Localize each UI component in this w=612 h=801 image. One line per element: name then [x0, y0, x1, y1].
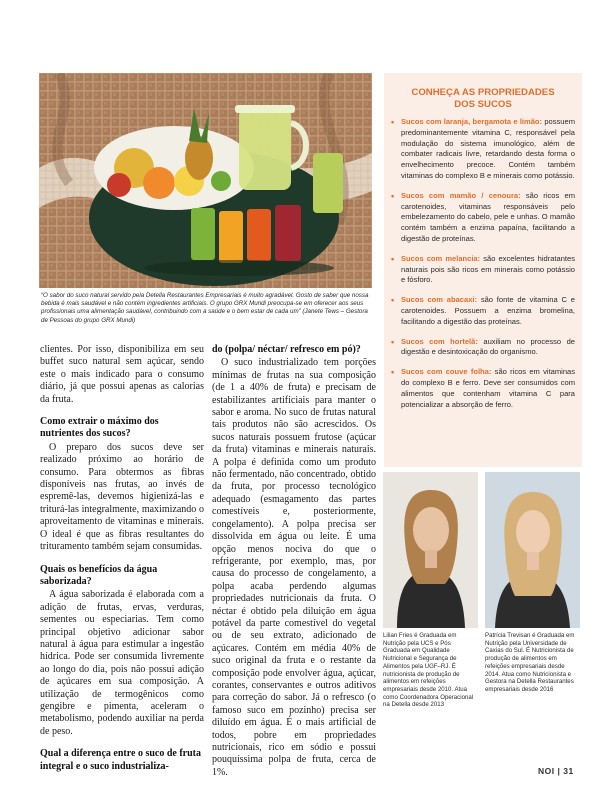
item-label: Sucos com mamão / cenoura:	[401, 190, 521, 200]
subheading: Como extrair o máximo dos nutrientes dos sucos?	[40, 416, 159, 440]
item-text: são ricos em carotenoides, vitaminas responsáveis pelo embelezamento do cabelo, pele e unhas. O mamão contém também a enzima papaína, facilitando a digestão de proteínas.	[401, 190, 575, 243]
article-column-2	[212, 344, 376, 779]
juice-photo	[39, 73, 372, 288]
subheading: Quais os benefícios da água saborizada?	[40, 563, 158, 587]
portrait-lilian	[383, 472, 478, 628]
bio-patricia: Patrícia Trevisan é Graduada em Nutrição pela Universidade de Caxias do Sul. É Nutricionista de produção de alimentos em refeições empresariais desde 2014. Atua como Nutricionista e Gestora na Detella Restaurantes empresariais desde 2016	[485, 632, 575, 693]
item-label: Sucos com couve folha:	[401, 367, 492, 377]
item-text: possuem predominantemente vitamina C, responsável pela modulação do sistema imunológico, além de combater radicais livre, retardando desta forma o envelhecimento precoce. Contém também vitaminas do complexo B e minerais como potássio.	[401, 117, 575, 180]
sidebar-title	[384, 87, 582, 110]
bio-lilian: Lilian Fries é Graduada em Nutrição pela UCS e Pós Graduada em Qualidade Nutricional e Segurança de Alimentos pela UGF–RJ. É nutricionista de produção de alimentos em refeições empresariais desde 2010. Atua como Coordenadora Operacional na Detella desde 2013	[383, 632, 474, 709]
paragraph: O suco industrializado tem porções mínimas de frutas na sua composição (de 1 a 40% de fruta) e precisam de estabilizantes artificiais para manter o sabor e aroma. No suco de frutas natural tais produtos não são acrescidos. Os sucos naturais possuem frutose (açúcar da fruta) vitaminas e minerais naturais. A polpa é definida como um produto não fermentado, não concentrado, obtido da fruta, por processo tecnológico adequado (esmagamento das partes comestíveis e, posteriormente, congelamento). A polpa precisa ser dissolvida em água ou leite. É uma opção menos nociva do que o refrigerante, por exemplo, mas, por causa do processo de congelamento, a polpa acaba perdendo algumas propriedades nutricionais da fruta. O néctar é obtido pela diluição em água potável da parte comestível do vegetal ou de seu extrato, adicionado de açúcares. Contém em média 40% de suco original da fruta e o restante da composição pode envolver água, açúcar, corantes, conservantes e outros aditivos para correção do sabor. Já o refresco (o famoso suco em pozinho) precisa ser diluído em água. É o mais artificial de todos, pobre em propriedades nutricionais, rico em sódio e possui pouquíssima polpa de fruta, cerca de 1%.	[212, 357, 376, 778]
bullet-icon: •	[391, 295, 395, 306]
item-text: são excelentes hidratantes naturais pois são ricos em minerais como potássio e fósforo.	[401, 253, 575, 285]
list-item	[391, 117, 575, 182]
portrait-patricia	[485, 472, 580, 628]
bullet-icon: •	[391, 367, 395, 378]
page-number: NOI | 31	[538, 766, 574, 776]
list-item	[391, 191, 575, 245]
subheading-continued: do (polpa/ néctar/ refresco em pó)?	[212, 344, 361, 355]
article-column-1	[40, 344, 204, 774]
item-text: são ricos em vitaminas do complexo B e ferro. Deve ser consumidos com alimentos que contenham vitamina C para potencializar a absorção de ferro.	[401, 367, 575, 409]
bullet-icon: •	[391, 253, 395, 264]
bullet-icon: •	[391, 336, 395, 347]
item-label: Sucos com hortelã:	[401, 336, 478, 346]
item-label: Sucos com laranja, bergamota e limão:	[401, 117, 543, 126]
photo-caption: “O sabor do suco natural servido pela Detella Restaurantes Empresariais é muito agradável. Gosto de saber que nossa bebida é mais saudável e não contém ingredientes artificiais. O grupo GRX Mundi preocupa-se em oferecer aos seus profissionais uma alimentação saudável, contribuindo com a saúde e o bem estar de cada um” (Janete Tews – Gestora de Pessoas do grupo GRX Mundi)	[41, 292, 369, 324]
sidebar-title-line: DOS SUCOS	[454, 98, 512, 110]
item-label: Sucos com melancia:	[401, 253, 481, 263]
juice-properties-sidebar	[384, 73, 582, 467]
list-item	[391, 295, 575, 327]
paragraph: O preparo dos sucos deve ser realizado próximo ao horário de consumo. Para obtermos as fibras disponíveis nas frutas, ao invés de espremê-las, devemos higienizá-las e triturá-las integralmente, maximizando o aproveitamento de vitaminas e minerais. O ideal é que as fibras resultantes do trituramento também sejam consumidas.	[40, 441, 204, 553]
sidebar-title-line: CONHEÇA AS PROPRIEDADES	[411, 87, 555, 98]
bullet-icon: •	[391, 117, 395, 127]
subheading: Qual a diferença entre o suco de fruta integral e o suco industrializa-	[40, 748, 202, 772]
property-list	[391, 117, 575, 419]
list-item	[391, 254, 575, 286]
paragraph: clientes. Por isso, disponibiliza em seu buffet suco natural sem açúcar, sendo este o mais indicado para o consumo diário, já que possui apenas as calorias da fruta.	[40, 344, 204, 405]
paragraph: A água saborizada é elaborada com a adição de frutas, ervas, verduras, sementes ou especiarias. Tem como principal objetivo adicionar sabor natural à água para estimular a ingestão hídrica. Pode ser consumida livremente ao longo do dia, pois não possui adição de açúcares em sua composição. A utilização de termogênicos como gengibre e pimenta, aceleram o metabolismo, podendo auxiliar na perda de peso.	[40, 589, 204, 737]
item-label: Sucos com abacaxi:	[401, 295, 477, 305]
list-item	[391, 337, 575, 359]
list-item	[391, 367, 575, 410]
bullet-icon: •	[391, 190, 395, 201]
item-text: são fonte de vitamina C e carotenoides. Possuem a enzima bromelina, facilitando a digestão das proteínas.	[401, 295, 575, 326]
item-text: auxiliam no processo de digestão e desintoxicação do organismo.	[401, 336, 575, 357]
